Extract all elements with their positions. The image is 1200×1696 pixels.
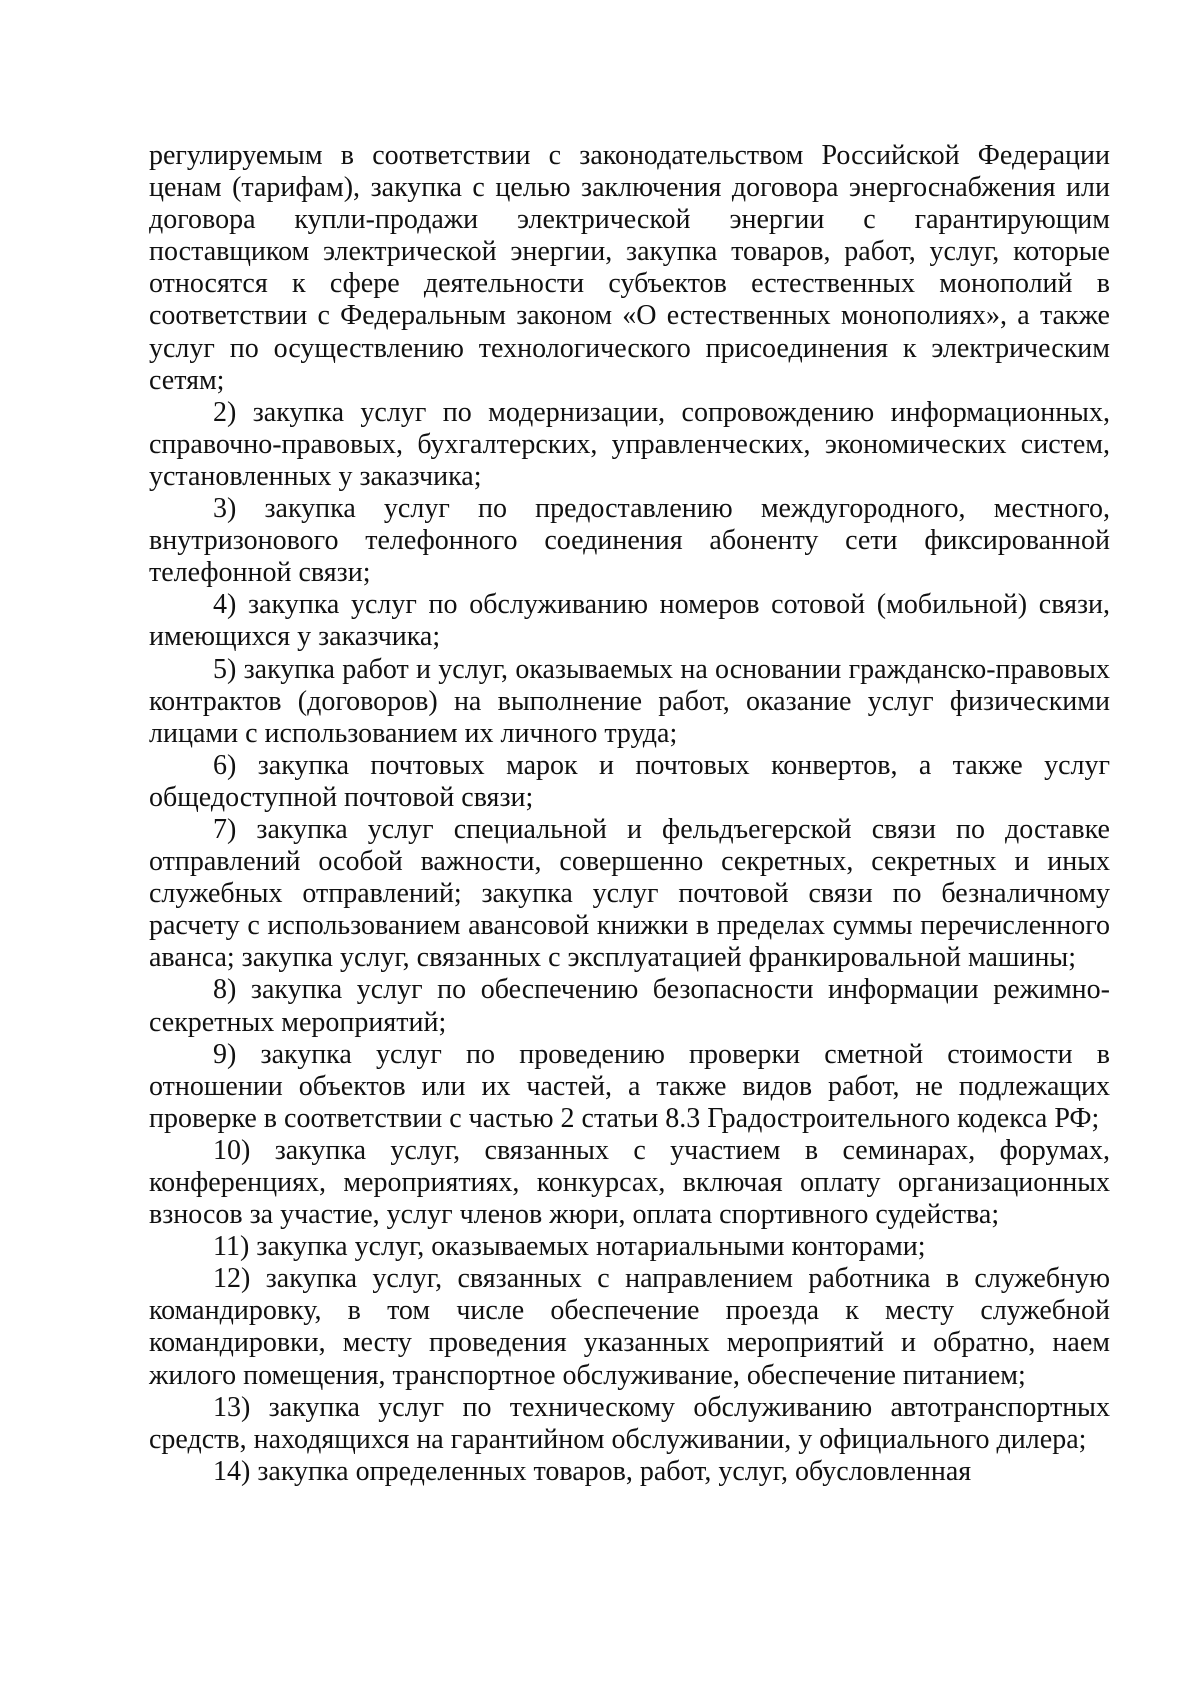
list-item-3: 3) закупка услуг по предоставлению междугородного, местного, внутризонового телефонного соединения абоненту сети фиксированной телефонной связи; xyxy=(149,493,1110,589)
list-item-8: 8) закупка услуг по обеспечению безопасности информации режимно-секретных мероприятий; xyxy=(149,974,1110,1038)
list-item-14: 14) закупка определенных товаров, работ, услуг, обусловленная xyxy=(213,1455,972,1487)
list-item-6: 6) закупка почтовых марок и почтовых конвертов, а также услуг общедоступной почтовой связи; xyxy=(149,749,1110,813)
list-item-7: 7) закупка услуг специальной и фельдъегерской связи по доставке отправлений особой важности, совершенно секретных, секретных и иных служебных отправлений; закупка услуг почтовой связи по безналичному расчету с использованием авансовой книжки в пределах суммы перечисленного аванса; закупка услуг, связанных с эксплуатацией франкировальной машины; xyxy=(149,813,1110,974)
document-page xyxy=(149,140,1110,1488)
list-item-13: 13) закупка услуг по техническому обслуживанию автотранспортных средств, находящихся на гарантийном обслуживании, у официального дилера; xyxy=(149,1391,1110,1455)
list-item-11: 11) закупка услуг, оказываемых нотариальными конторами; xyxy=(213,1231,926,1263)
list-item-10: 10) закупка услуг, связанных с участием в семинарах, форумах, конференциях, мероприятиях, конкурсах, включая оплату организационных взносов за участие, услуг членов жюри, оплата спортивного судейства; xyxy=(149,1134,1110,1231)
list-item-12: 12) закупка услуг, связанных с направлением работника в служебную командировку, в том числе обеспечение проезда к месту служебной командировки, месту проведения указанных мероприятий и обратно, наем жилого помещения, транспортное обслуживание, обеспечение питанием; xyxy=(149,1263,1110,1391)
list-item-4: 4) закупка услуг по обслуживанию номеров сотовой (мобильной) связи, имеющихся у заказчика; xyxy=(149,589,1110,653)
list-item-9: 9) закупка услуг по проведению проверки сметной стоимости в отношении объектов или их частей, а также видов работ, не подлежащих проверке в соответствии с частью 2 статьи 8.3 Градостроительного кодекса РФ; xyxy=(149,1038,1110,1134)
list-item-2: 2) закупка услуг по модернизации, сопровождению информационных, справочно-правовых, бухгалтерских, управленческих, экономических систем, установленных у заказчика; xyxy=(149,396,1110,492)
list-item-5: 5) закупка работ и услуг, оказываемых на основании гражданско-правовых контрактов (договоров) на выполнение работ, оказание услуг физическими лицами с использованием их личного труда; xyxy=(149,653,1110,749)
paragraph-continuation: регулируемым в соответствии с законодательством Российской Федерации ценам (тарифам), закупка с целью заключения договора энергоснабжения или договора купли-продажи электрической энергии с гарантирующим поставщиком электрической энергии, закупка товаров, работ, услуг, которые относятся к сфере деятельности субъектов естественных монополий в соответствии с Федеральным законом «О естественных монополиях», а также услуг по осуществлению технологического присоединения к электрическим сетям; xyxy=(149,140,1110,396)
